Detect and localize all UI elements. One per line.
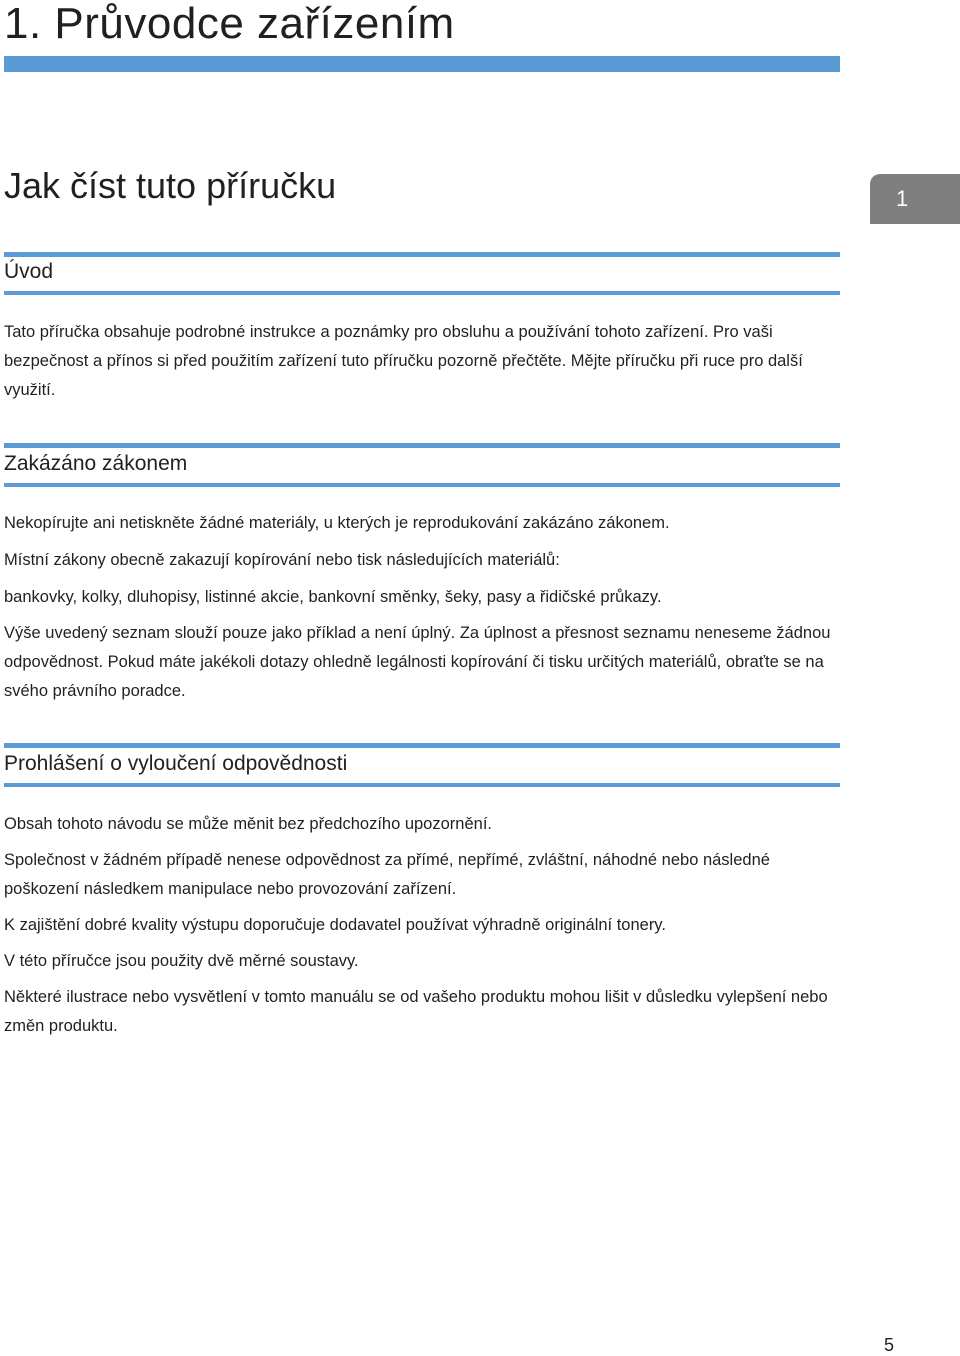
chapter-title: 1. Průvodce zařízením bbox=[4, 0, 455, 48]
subsection-rule-bottom bbox=[4, 291, 840, 295]
paragraph: Výše uvedený seznam slouží pouze jako příklad a není úplný. Za úplnost a přesnost seznamu neneseme žádnou odpovědnost. Pokud máte jakékoli dotazy ohledně legálnosti kopírování či tisku určitých materiálů, obraťte se na svého právního poradce. bbox=[4, 624, 831, 700]
subsection-heading-prohlaseni: Prohlášení o vyloučení odpovědnosti bbox=[4, 752, 348, 775]
paragraph: Tato příručka obsahuje podrobné instrukce a poznámky pro obsluhu a používání tohoto zařízení. Pro vaši bezpečnost a přínos si před použitím zařízení tuto příručku pozorně přečtěte. Mějte příručku při ruce pro další využití. bbox=[4, 323, 803, 399]
subsection-rule-top bbox=[4, 743, 840, 748]
paragraph: bankovky, kolky, dluhopisy, listinné akcie, bankovní směnky, šeky, pasy a řidičské průkazy. bbox=[4, 588, 662, 606]
page-number: 5 bbox=[884, 1335, 895, 1355]
subsection-rule-top bbox=[4, 443, 840, 448]
paragraph: Obsah tohoto návodu se může měnit bez předchozího upozornění. bbox=[4, 815, 492, 833]
chapter-tab-number: 1 bbox=[896, 186, 909, 211]
subsection-rule-bottom bbox=[4, 483, 840, 487]
chapter-tab bbox=[870, 174, 960, 224]
paragraph: Místní zákony obecně zakazují kopírování nebo tisk následujících materiálů: bbox=[4, 551, 560, 569]
paragraph: K zajištění dobré kvality výstupu doporučuje dodavatel používat výhradně originální tonery. bbox=[4, 916, 666, 934]
paragraph: V této příručce jsou použity dvě měrné soustavy. bbox=[4, 952, 359, 970]
paragraph: Společnost v žádném případě nenese odpovědnost za přímé, nepřímé, zvláštní, náhodné nebo následné poškození následkem manipulace nebo provozování zařízení. bbox=[4, 851, 770, 898]
paragraph: Některé ilustrace nebo vysvětlení v tomto manuálu se od vašeho produktu mohou lišit v důsledku vylepšení nebo změn produktu. bbox=[4, 988, 828, 1035]
paragraph: Nekopírujte ani netiskněte žádné materiály, u kterých je reprodukování zakázáno zákonem. bbox=[4, 514, 670, 532]
subsection-rule-bottom bbox=[4, 783, 840, 787]
section-title: Jak číst tuto příručku bbox=[4, 165, 337, 206]
subsection-heading-zakazano: Zakázáno zákonem bbox=[4, 452, 188, 475]
chapter-title-bar bbox=[4, 56, 840, 72]
subsection-heading-uvod: Úvod bbox=[4, 260, 54, 283]
subsection-rule-top bbox=[4, 252, 840, 257]
